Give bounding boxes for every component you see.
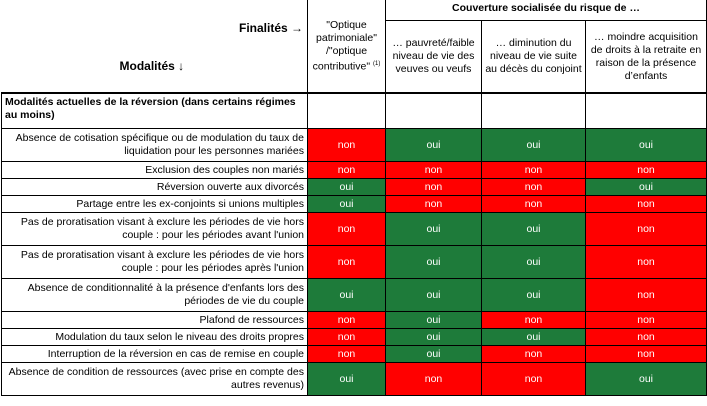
row-label: Pas de proratisation visant à exclure les périodes de vie hors couple : pour les périodes après l'union — [2, 246, 308, 279]
status-cell: non — [308, 213, 386, 246]
col-header-pauvrete: … pauvreté/faible niveau de vie des veuves ou veufs — [386, 21, 482, 94]
finalites-label: Finalités → — [238, 21, 303, 35]
status-cell: non — [386, 196, 482, 213]
status-cell: non — [386, 179, 482, 196]
section-empty-cell — [386, 93, 482, 129]
status-cell: non — [308, 246, 386, 279]
reversion-table — [1, 0, 707, 396]
row-label: Réversion ouverte aux divorcés — [2, 179, 308, 196]
section-empty-cell — [586, 93, 707, 129]
row-label: Modulation du taux selon le niveau des droits propres — [2, 329, 308, 346]
section-empty-cell — [308, 93, 386, 129]
status-cell: oui — [386, 329, 482, 346]
status-cell: non — [586, 162, 707, 179]
table-row — [2, 179, 707, 196]
table-row — [2, 213, 707, 246]
status-cell: oui — [586, 129, 707, 162]
status-cell: oui — [386, 213, 482, 246]
status-cell: non — [482, 179, 586, 196]
col-header-optique — [308, 0, 386, 93]
status-cell: oui — [386, 346, 482, 363]
status-cell: oui — [482, 246, 586, 279]
status-cell: non — [308, 162, 386, 179]
row-label: Plafond de ressources — [2, 312, 308, 329]
status-cell: non — [386, 162, 482, 179]
status-cell: non — [586, 346, 707, 363]
status-cell: non — [386, 363, 482, 396]
status-cell: non — [586, 213, 707, 246]
status-cell: non — [308, 129, 386, 162]
status-cell: non — [586, 279, 707, 312]
status-cell: non — [482, 346, 586, 363]
table-row — [2, 346, 707, 363]
table-row — [2, 363, 707, 396]
table-row — [2, 312, 707, 329]
status-cell: oui — [308, 363, 386, 396]
table-row — [2, 329, 707, 346]
status-cell: oui — [386, 279, 482, 312]
col-header-optique-text: "Optique patrimoniale" /"optique contributive" — [312, 18, 377, 73]
status-cell: oui — [482, 279, 586, 312]
status-cell: non — [482, 363, 586, 396]
status-cell: oui — [308, 279, 386, 312]
section-row — [2, 93, 707, 129]
status-cell: oui — [482, 129, 586, 162]
status-cell: non — [586, 329, 707, 346]
row-label: Absence de cotisation spécifique ou de modulation du taux de liquidation pour les personnes mariées — [2, 129, 308, 162]
status-cell: oui — [386, 312, 482, 329]
status-cell: oui — [482, 213, 586, 246]
status-cell: oui — [586, 179, 707, 196]
header-corner — [2, 0, 308, 93]
modalites-label: Modalités ↓ — [119, 59, 185, 73]
status-cell: non — [586, 246, 707, 279]
row-label: Exclusion des couples non mariés — [2, 162, 308, 179]
status-cell: oui — [586, 363, 707, 396]
row-label: Absence de conditionnalité à la présence d'enfants lors des périodes de vie du couple — [2, 279, 308, 312]
col-header-diminution: … diminution du niveau de vie suite au décès du conjoint — [482, 21, 586, 94]
status-cell: non — [482, 196, 586, 213]
row-label: Interruption de la réversion en cas de remise en couple — [2, 346, 308, 363]
row-label: Pas de proratisation visant à exclure les périodes de vie hors couple : pour les périodes avant l'union — [2, 213, 308, 246]
status-cell: non — [586, 312, 707, 329]
status-cell: oui — [308, 196, 386, 213]
status-cell: non — [308, 329, 386, 346]
table-row — [2, 196, 707, 213]
status-cell: non — [586, 196, 707, 213]
table-row — [2, 162, 707, 179]
section-title: Modalités actuelles de la réversion (dans certains régimes au moins) — [2, 93, 308, 129]
status-cell: non — [308, 346, 386, 363]
status-cell: non — [482, 312, 586, 329]
status-cell: oui — [482, 329, 586, 346]
table-row — [2, 129, 707, 162]
status-cell: oui — [308, 179, 386, 196]
couverture-header: Couverture socialisée du risque de … — [386, 0, 707, 21]
status-cell: non — [482, 162, 586, 179]
status-cell: oui — [386, 129, 482, 162]
table-row — [2, 246, 707, 279]
col-header-optique-note: (1) — [373, 60, 381, 67]
col-header-enfants: … moindre acquisition de droits à la retraite en raison de la présence d’enfants — [586, 21, 707, 94]
row-label: Partage entre les ex-conjoints si unions multiples — [2, 196, 308, 213]
section-empty-cell — [482, 93, 586, 129]
table-row — [2, 279, 707, 312]
row-label: Absence de condition de ressources (avec prise en compte des autres revenus) — [2, 363, 308, 396]
status-cell: oui — [386, 246, 482, 279]
status-cell: non — [308, 312, 386, 329]
